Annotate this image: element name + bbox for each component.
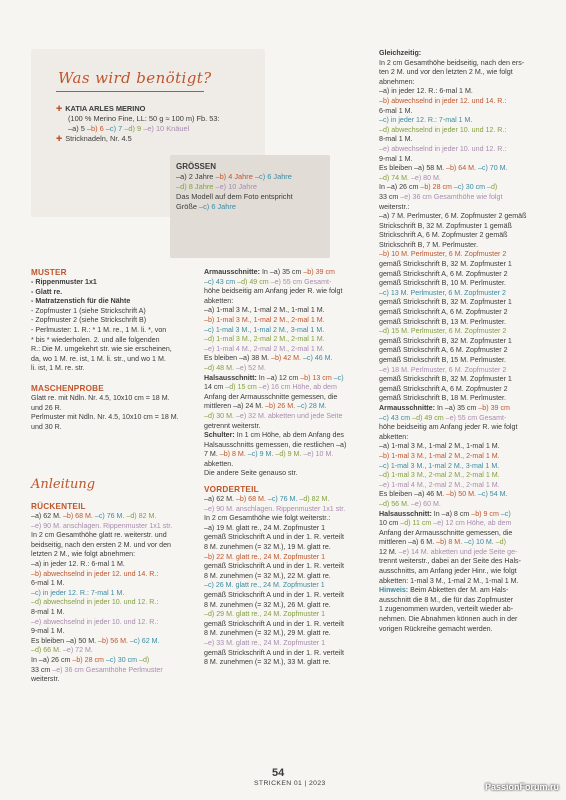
magazine-issue: STRICKEN 01 | 2023	[254, 780, 326, 787]
rueckenteil-lines	[31, 512, 172, 685]
text-line: mittleren –a) 24 M. –b) 26 M. –c) 28 M.	[204, 402, 327, 411]
text-line: Armausschnitte: In –a) 35 cm –b) 39 cm	[379, 403, 510, 412]
text-line: gemäß Strickschrift A, 6 M. Zopfmuster 2	[379, 269, 508, 278]
text-line: Strickschrift B, 32 M. Zopfmuster 1 gemäß	[379, 221, 512, 230]
text-line: –a) 19 M. glatt re., 24 M. Zopfmuster 1	[204, 523, 326, 532]
text-line: vorigen Rückreihe gemacht werden.	[379, 624, 493, 633]
text-line: Es bleiben –a) 46 M. –b) 50 M. –c) 54 M.	[379, 490, 508, 499]
halsausschnitt-front	[379, 510, 526, 587]
text-line: –d) 1-mal 3 M., 2-mal 2 M., 2-mal 1 M.	[379, 471, 500, 480]
text-line: 33 cm –e) 36 cm Gesamthöhe Perlmuster	[31, 665, 163, 674]
text-line: –d) abwechselnd in jeder 10. und 12. R.:	[379, 125, 507, 134]
text-line: trennt weiterstr., dabei an der Seite des Hals-	[379, 557, 521, 566]
text-line: abketten:	[379, 432, 409, 441]
text-line: 8 M. zunehmen (= 32 M.), 26 M. glatt re.	[204, 600, 331, 609]
text-line: –e) 18 M. Perlmuster, 6 M. Zopfmuster 2	[379, 365, 507, 374]
text-line: –d) 30 M. –e) 32 M. abketten und jede Seite	[204, 411, 343, 420]
text-line: –c) 1-mal 3 M., 1-mal 2 M., 3-mal 1 M.	[379, 461, 500, 470]
text-line: Hinweis: Beim Abketten der M. am Hals-	[379, 586, 509, 595]
text-line: 8-mal 1 M.	[31, 607, 65, 616]
text-line: gemäß Strickschrift A und in der 1. R. verteilt	[204, 533, 344, 542]
text-line: 14 cm –d) 15 cm –e) 16 cm Höhe, ab dem	[204, 383, 337, 392]
rueckenteil-section	[31, 502, 172, 685]
text-line: –a) in jeder 12. R.: 6-mal 1 M.	[31, 559, 125, 568]
yarn-desc: (100 % Merino Fine, LL: 50 g ≈ 100 m) Fb. 53:	[68, 114, 220, 123]
armausschnitte-back	[204, 268, 346, 374]
text-line: getrennt weiterstr.	[204, 421, 261, 430]
text-line: höhe beidseitig am Anfang jeder R. wie folgt	[379, 423, 518, 432]
text-line: 12 M. –e) 14 M. abketten und jede Seite ge-	[379, 547, 518, 556]
text-line: ten 2 M. und vor den letzten 2 M., wie folgt	[379, 68, 513, 77]
needles: Stricknadeln, Nr. 4.5	[65, 134, 132, 143]
halsausschnitt-back	[204, 374, 346, 432]
vorderteil-title: VORDERTEIL	[204, 485, 259, 495]
text-line: In –a) 26 cm –b) 28 cm –c) 30 cm –d)	[31, 655, 150, 664]
text-line: gemäß Strickschrift B, 32 M. Zopfmuster 1	[379, 336, 512, 345]
yarn-qty: –a) 5 –b) 6 –c) 7 –d) 9 –e) 10 Knäuel	[68, 124, 190, 133]
text-line: abnehmen:	[379, 77, 415, 86]
schulter-back	[204, 431, 346, 479]
text-line: –c) 1-mal 3 M., 1-mal 2 M., 3-mal 1 M.	[204, 325, 325, 334]
text-line: 1 zugenommen wurden, verteilt wieder ab-	[379, 605, 514, 614]
text-line: mittleren –a) 6 M. –b) 8 M. –c) 10 M. –d)	[379, 538, 506, 547]
text-line: 9-mal 1 M.	[31, 627, 65, 636]
vorderteil-lines	[204, 495, 346, 668]
text-line: Es bleiben –a) 50 M. –b) 56 M. –c) 62 M.	[31, 636, 160, 645]
text-line: –d) 29 M. glatt re., 24 M. Zopfmuster 1	[204, 610, 326, 619]
text-line: weiterstr.	[31, 675, 60, 684]
text-line: –b) abwechselnd in jeder 12. und 14. R.:	[379, 96, 507, 105]
text-line: Anfang der Armausschnitte gemessen, die	[204, 392, 338, 401]
text-line: letzten 2 M., wie folgt abnehmen:	[31, 550, 136, 559]
text-line: abketten.	[204, 459, 234, 468]
text-line: gemäß Strickschrift A und in der 1. R. verteilt	[204, 591, 344, 599]
text-line: Halsausschnitt: In –a) 8 cm –b) 9 cm –c)	[379, 509, 511, 518]
text-line: –a) 1-mal 3 M., 1-mal 2 M., 1-mal 1 M.	[204, 306, 325, 315]
text-line: gemäß Strickschrift A, 6 M. Zopfmuster 2	[379, 346, 508, 355]
armausschnitte-front	[379, 404, 526, 510]
bullet-icon: ✚	[56, 134, 63, 143]
text-line: 33 cm –e) 36 cm Gesamthöhe wie folgt	[379, 192, 503, 201]
hinweis	[379, 586, 526, 634]
text-line: gemäß Strickschrift B, 18 M. Perlmuster.	[379, 394, 506, 403]
text-line: Halsausschnitt: In –a) 12 cm –b) 13 cm –c)	[204, 373, 344, 382]
text-line: 8 M. zunehmen (= 32 M.), 22 M. glatt re.	[204, 571, 331, 580]
text-line: gemäß Strickschrift B, 32 M. Zopfmuster 1	[379, 375, 512, 384]
text-line: gemäß Strickschrift A und in der 1. R. verteilt	[204, 619, 344, 628]
column-1	[31, 268, 179, 432]
text-line: gemäß Strickschrift A und in der 1. R. verteilt	[204, 648, 344, 657]
text-line: abketten: 1-mal 3 M., 1-mal 2 M., 1-mal 1 M.	[379, 576, 519, 585]
text-line: Halsausschnitts gemessen, die restlichen –a)	[204, 440, 347, 449]
text-line: –c) 26 M. glatt re., 24 M. Zopfmuster 1	[204, 581, 325, 590]
text-line: –d) 66 M. –e) 72 M.	[31, 646, 93, 655]
text-line: –e) 90 M. anschlagen. Rippenmuster 1x1 str.	[31, 521, 173, 530]
text-line: –c) 43 cm –d) 49 cm –e) 55 cm Gesamt-	[379, 413, 507, 422]
page-number: 54	[272, 767, 285, 779]
watermark: PassionForum.ru	[484, 782, 559, 792]
text-line: gemäß Strickschrift B, 32 M. Zopfmuster 1	[379, 260, 512, 269]
text-line: Es bleiben –a) 58 M. –b) 64 M. –c) 70 M.	[379, 164, 508, 173]
text-line: höhe beidseitig am Anfang jeder R. wie folgt	[204, 287, 343, 296]
text-line: gemäß Strickschrift A, 6 M. Zopfmuster 2	[379, 384, 508, 393]
text-line: –d) 1-mal 3 M., 2-mal 2 M., 2-mal 1 M.	[204, 335, 325, 344]
text-line: Anfang der Armausschnitte gemessen, die	[379, 528, 513, 537]
title-underline	[56, 91, 204, 92]
column-2	[204, 268, 346, 668]
text-line: 9-mal 1 M.	[379, 154, 413, 163]
gleichzeitig-title: Gleichzeitig:	[379, 49, 422, 57]
text-line: –b) 22 M. glatt re., 24 M. Zopfmuster 1	[204, 552, 326, 561]
text-line: Armausschnitte: In –a) 35 cm –b) 39 cm	[204, 268, 335, 276]
text-line: ausschnitt die 8 M., die für das Zopfmuster	[379, 595, 514, 604]
text-line: In 2 cm Gesamthöhe wie folgt weiterstr.:	[204, 514, 331, 523]
text-line: –d) 56 M. –e) 60 M.	[379, 499, 441, 508]
text-line: –d) 74 M. –e) 80 M.	[379, 173, 441, 182]
text-line: gemäß Strickschrift B, 15 M. Perlmuster.	[379, 356, 506, 364]
bullet-icon: ✚	[56, 104, 63, 113]
muster-title: MUSTER	[31, 268, 67, 277]
text-line: –e) 1-mal 4 M., 2-mal 2 M., 2-mal 1 M.	[204, 344, 325, 353]
text-line: –b) 1-mal 3 M., 1-mal 2 M., 2-mal 1 M.	[204, 315, 325, 324]
rueckenteil-title: RÜCKENTEIL	[31, 502, 86, 511]
muster-lines: - Rippenmuster 1x1 - Glatt re. - Matratzenstich für die Nähte - Zopfmuster 1 (siehe Strickschrift A) - Zopfmuster 2 (siehe Strickschrift B) - Perlmuster: 1. R.: * 1 M. re., 1 M. li. *, von * bis * wiederholen. 2. und alle folgenden R.: Die M. umgekehrt str. wie sie erscheinen, da, wo 1 M. re. ist, 1 M. li. str., und wo 1 M. li. ist, 1 M. re. str.	[31, 278, 172, 373]
gleichzeitig-lines	[379, 59, 526, 404]
text-line: –a) 62 M. –b) 68 M. –c) 76 M. –d) 82 M.	[31, 512, 157, 520]
text-line: 10 cm –d) 11 cm –e) 12 cm Höhe, ab dem	[379, 519, 512, 528]
text-line: gemäß Strickschrift A und in der 1. R. verteilt	[204, 562, 344, 571]
yarn-name: KATIA ARLES MERINO	[65, 104, 146, 113]
text-line: Strickschrift A, 6 M. Zopfmuster 2 gemäß	[379, 231, 508, 240]
text-line: Es bleiben –a) 38 M. –b) 42 M. –c) 46 M.	[204, 354, 333, 363]
text-line: –a) 62 M. –b) 68 M. –c) 76 M. –d) 82 M.	[204, 495, 330, 504]
text-line: ausschnitts, am Anfang jeder Hinr., wie folgt	[379, 567, 517, 576]
maschenprobe-title: MASCHENPROBE	[31, 383, 104, 393]
sizes-title: GRÖSSEN	[176, 162, 217, 171]
text-line: –c) in jeder 12. R.: 7-mal 1 M.	[31, 588, 125, 597]
text-line: –a) in jeder 12. R.: 6-mal 1 M.	[379, 87, 473, 96]
sizes-list: GRÖSSEN –a) 2 Jahre –b) 4 Jahre –c) 6 Jahre –d) 8 Jahre –e) 10 Jahre Das Modell auf dem Foto entspricht Größe –c) 6 Jahre	[176, 162, 293, 211]
text-line: Die andere Seite genauso str.	[204, 469, 298, 478]
text-line: –d) 48 M. –e) 52 M.	[204, 363, 266, 372]
text-line: abketten:	[204, 296, 234, 305]
text-line: gemäß Strickschrift A, 6 M. Zopfmuster 2	[379, 308, 508, 317]
materials-title: Was wird benötigt?	[58, 69, 212, 87]
text-line: –b) abwechselnd in jeder 12. und 14. R.:	[31, 569, 159, 578]
text-line: 7 M. –b) 8 M. –c) 9 M. –d) 9 M. –e) 10 M.	[204, 450, 334, 459]
text-line: 6-mal 1 M.	[379, 106, 413, 115]
text-line: 8-mal 1 M.	[379, 135, 413, 144]
text-line: beidseitig, nach den ersten 2 M. und vor den	[31, 540, 171, 549]
text-line: –c) 13 M. Perlmuster, 6 M. Zopfmuster 2	[379, 288, 506, 297]
text-line: –c) 43 cm –d) 49 cm –e) 55 cm Gesamt-	[204, 277, 332, 286]
text-line: 8 M. zunehmen (= 32 M.), 19 M. glatt re.	[204, 543, 331, 552]
text-line: gemäß Strickschrift B, 32 M. Zopfmuster 1	[379, 298, 512, 307]
text-line: weiterstr.:	[379, 202, 410, 211]
text-line: –d) 15 M. Perlmuster, 6 M. Zopfmuster 2	[379, 327, 507, 336]
text-line: –e) abwechselnd in jeder 10. und 12. R.:	[31, 617, 159, 626]
text-line: –a) 1-mal 3 M., 1-mal 2 M., 1-mal 1 M.	[379, 442, 500, 451]
text-line: –b) 10 M. Perlmuster, 6 M. Zopfmuster 2	[379, 250, 507, 259]
text-line: 6-mal 1 M.	[31, 579, 65, 588]
text-line: gemäß Strickschrift B, 13 M. Perlmuster.	[379, 317, 506, 326]
text-line: 8 M. zunehmen (= 32 M.), 29 M. glatt re.	[204, 629, 331, 638]
anleitung-title: Anleitung	[31, 477, 96, 492]
text-line: –e) 90 M. anschlagen. Rippenmuster 1x1 str.	[204, 504, 346, 513]
text-line: In 2 cm Gesamthöhe beidseitig, nach den ers-	[379, 58, 525, 67]
text-line: –a) 7 M. Perlmuster, 6 M. Zopfmuster 2 gemäß	[379, 212, 527, 221]
text-line: Strickschrift B, 7 M. Perlmuster.	[379, 240, 478, 249]
text-line: In –a) 26 cm –b) 28 cm –c) 30 cm –d)	[379, 183, 498, 192]
materials-list	[56, 104, 220, 144]
text-line: 8 M. zunehmen (= 32 M.), 33 M. glatt re.	[204, 658, 331, 667]
text-line: nehmen. Die Abnahmen können auch in der	[379, 615, 518, 624]
column-3	[379, 49, 526, 634]
text-line: Schulter: In 1 cm Höhe, ab dem Anfang des	[204, 431, 344, 440]
text-line: gemäß Strickschrift B, 10 M. Perlmuster.	[379, 279, 506, 288]
text-line: –e) 1-mal 4 M., 2-mal 2 M., 2-mal 1 M.	[379, 480, 500, 489]
text-line: In 2 cm Gesamthöhe glatt re. weiterstr. und	[31, 531, 167, 540]
text-line: –b) 1-mal 3 M., 1-mal 2 M., 2-mal 1 M.	[379, 451, 500, 460]
text-line: –d) abwechselnd in jeder 10. und 12. R.:	[31, 598, 159, 607]
text-line: –e) abwechselnd in jeder 10. und 12. R.:	[379, 144, 507, 153]
maschenprobe-lines: Glatt re. mit Ndln. Nr. 4.5, 10x10 cm = 18 M. und 26 R. Perlmuster mit Ndln. Nr. 4.5, 10x10 cm = 18 M. und 30 R.	[31, 393, 179, 431]
text-line: –e) 33 M. glatt re., 24 M. Zopfmuster 1	[204, 638, 326, 647]
text-line: –c) in jeder 12. R.: 7-mal 1 M.	[379, 116, 473, 125]
